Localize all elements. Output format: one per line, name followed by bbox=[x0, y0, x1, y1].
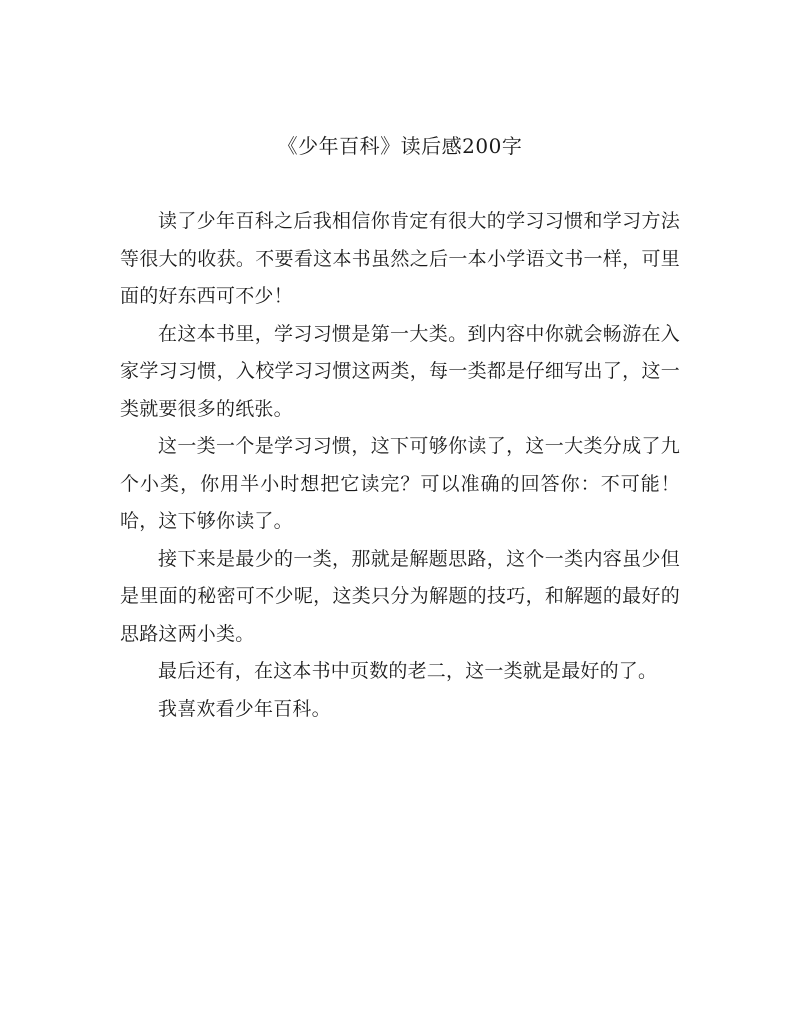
paragraph-5: 最后还有，在这本书中页数的老二，这一类就是最好的了。 bbox=[158, 660, 658, 682]
paragraph-6: 我喜欢看少年百科。 bbox=[158, 697, 331, 720]
document-title: 《少年百科》读后感200字 bbox=[277, 134, 523, 158]
paragraph-4: 接下来是最少的一类，那就是解题思路，这个一类内容虽少但是里面的秘密可不少呢，这类只分为解题的技巧，和解题的最好的思路这两小类。 bbox=[120, 547, 680, 645]
paragraph-1: 读了少年百科之后我相信你肯定有很大的学习习惯和学习方法等很大的收获。不要看这本书虽然之后一本小学语文书一样，可里面的好东西可不少！ bbox=[120, 210, 680, 307]
paragraph-3: 这一类一个是学习习惯，这下可够你读了，这一大类分成了九个小类，你用半小时想把它读完？可以准确的回答你：不可能！哈，这下够你读了。 bbox=[120, 435, 680, 532]
document-body bbox=[120, 203, 680, 728]
paragraph-2: 在这本书里，学习习惯是第一大类。到内容中你就会畅游在入家学习习惯，入校学习习惯这两类，每一类都是仔细写出了，这一类就要很多的纸张。 bbox=[120, 322, 680, 420]
